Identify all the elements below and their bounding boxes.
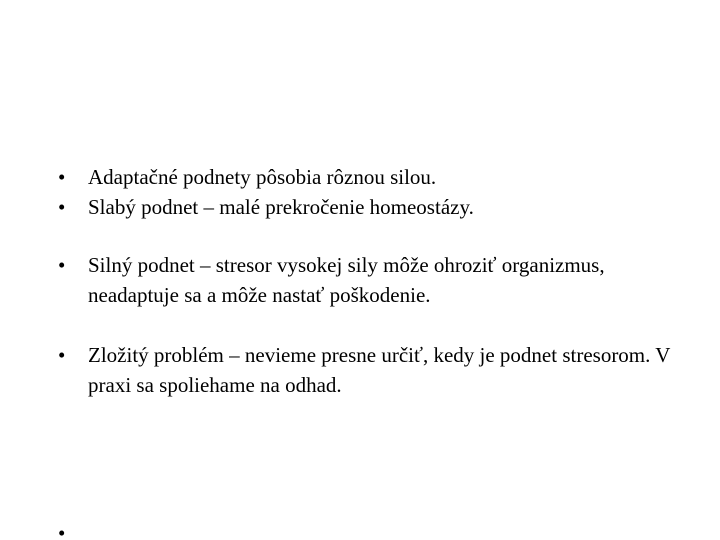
bullet-text: Slabý podnet – malé prekročenie homeostázy. xyxy=(88,195,474,219)
bullet-text: Zložitý problém – nevieme presne určiť, kedy je podnet stresorom. V praxi sa spoliehame na odhad. xyxy=(88,343,671,397)
list-item xyxy=(58,340,698,400)
list-item xyxy=(58,192,698,222)
empty-bullet: • xyxy=(58,521,66,540)
bullet-dot: • xyxy=(58,195,66,219)
bullet-text: Adaptačné podnety pôsobia rôznou silou. xyxy=(88,165,437,189)
bullet-text: Silný podnet – stresor vysokej sily môže ohroziť organizmus, neadaptuje sa a môže nastať poškodenie. xyxy=(88,253,605,307)
bullet-dot: • xyxy=(58,343,66,367)
bullet-dot: • xyxy=(58,253,66,277)
bullet-list xyxy=(58,162,698,400)
bullet-dot: • xyxy=(58,165,66,189)
list-item xyxy=(58,162,698,192)
list-item xyxy=(58,250,698,310)
